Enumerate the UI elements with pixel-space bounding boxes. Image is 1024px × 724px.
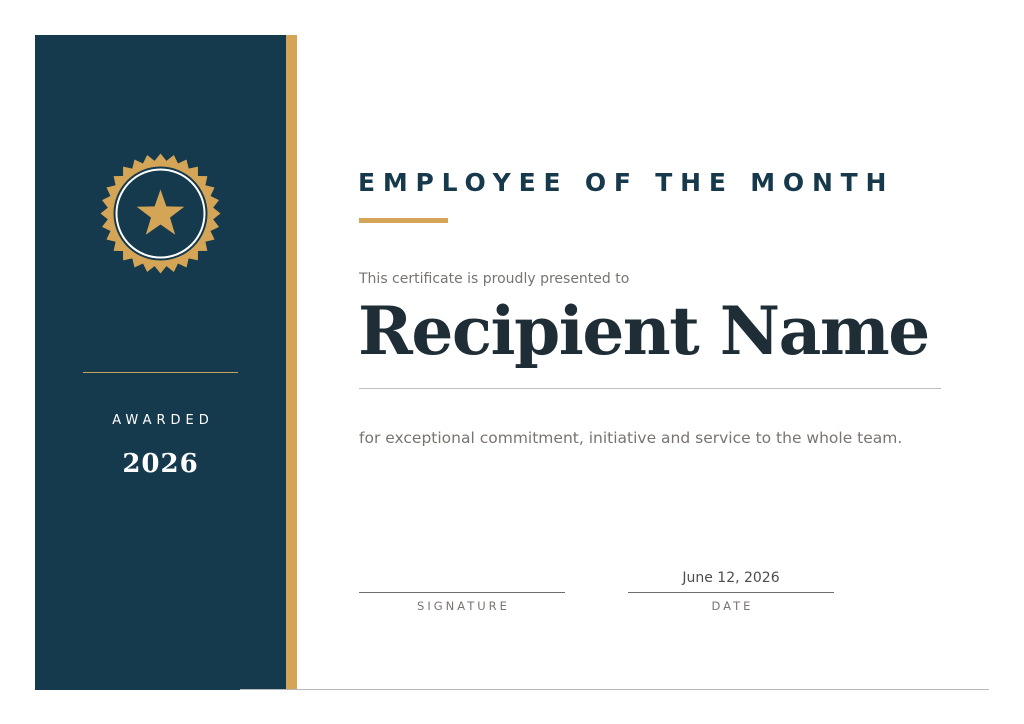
presented-to-text: This certificate is proudly presented to	[359, 271, 630, 287]
recipient-name: Recipient Name	[358, 292, 929, 370]
awarded-year: 2026	[122, 449, 199, 479]
certificate-title: EMPLOYEE OF THE MONTH	[358, 168, 895, 197]
signature-line	[359, 592, 565, 593]
date-value: June 12, 2026	[682, 570, 780, 586]
sidebar-divider	[83, 372, 238, 373]
sidebar-panel	[35, 35, 286, 690]
awarded-label: AWARDED	[112, 413, 214, 428]
award-reason: for exceptional commitment, initiative and service to the whole team.	[359, 429, 903, 447]
date-label: DATE	[711, 599, 754, 613]
recipient-underline	[359, 388, 941, 389]
bottom-divider	[240, 689, 989, 690]
date-line	[628, 592, 834, 593]
signature-label: SIGNATURE	[417, 599, 510, 613]
title-underline	[359, 218, 448, 223]
star-badge-icon	[100, 153, 221, 274]
gold-stripe	[286, 35, 297, 690]
